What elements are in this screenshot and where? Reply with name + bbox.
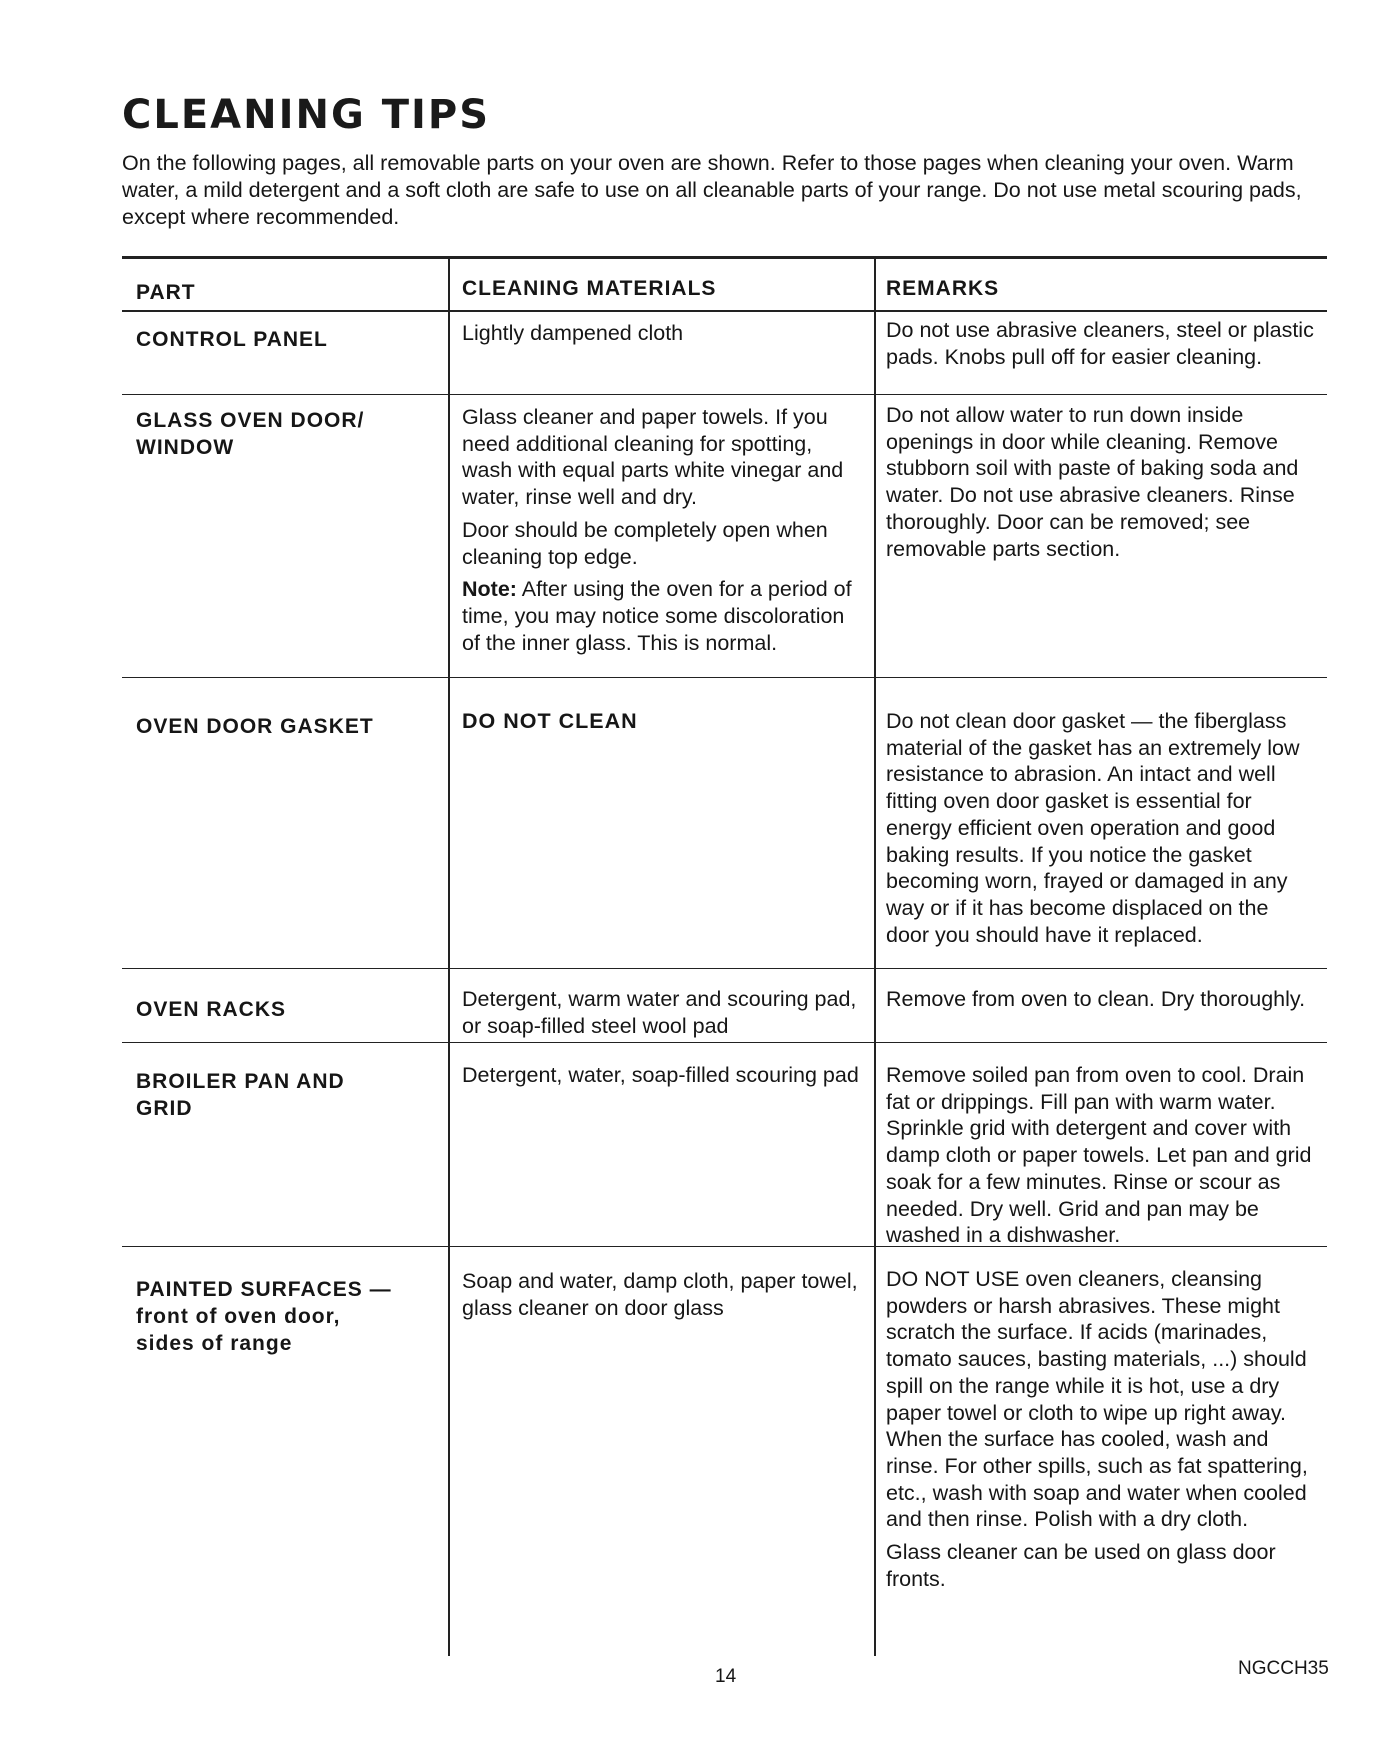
part-painted-surfaces [136,1276,446,1357]
materials-oven-racks: Detergent, warm water and scouring pad, or soap-filled steel wool pad [462,987,857,1038]
header-rule [122,310,1327,312]
row-rule-4 [122,1042,1327,1043]
remarks-oven-racks: Remove from oven to clean. Dry thoroughly. [886,987,1306,1011]
column-divider-1 [448,256,450,1656]
part-control-panel: CONTROL PANEL [136,328,328,351]
header-cleaning-materials: CLEANING MATERIALS [462,277,717,300]
materials-glass-oven-door-p2: Door should be completely open when cleaning top edge. [462,517,828,569]
cleaning-table [122,256,1327,1656]
note-text: After using the oven for a period of time, you may notice some discoloration of the inner glass. This is normal. [462,577,852,655]
row-rule-3 [122,968,1327,969]
remarks-control-panel: Do not use abrasive cleaners, steel or plastic pads. Knobs pull off for easier cleaning. [886,318,1314,369]
page-number: 14 [715,1666,737,1687]
document-code: NGCCH35 [1238,1658,1329,1679]
page-title: CLEANING TIPS [122,92,491,138]
materials-glass-oven-door-note [462,576,862,656]
note-label: Note: [462,577,517,602]
remarks-painted-surfaces-p1: DO NOT USE oven cleaners, cleansing powders or harsh abrasives. These might scratch the surface. If acids (marinades, tomato sauces, basting materials, ...) should spill on the range while it is hot, use a dry paper towel or cloth to wipe up right away. When the surface has cooled, wash and rinse. For other spills, such as fat spattering, etc., wash with soap and water when cooled and then rinse. Polish with a dry cloth. [886,1267,1308,1532]
table-top-rule [122,256,1327,259]
header-remarks: REMARKS [886,277,1000,300]
header-part: PART [136,281,196,304]
materials-control-panel: Lightly dampened cloth [462,321,684,345]
materials-oven-door-gasket: DO NOT CLEAN [462,709,638,733]
part-broiler-pan: BROILER PAN AND GRID [136,1070,345,1120]
part-oven-door-gasket: OVEN DOOR GASKET [136,715,374,738]
remarks-painted-surfaces [886,1266,1316,1598]
column-divider-2 [874,256,876,1656]
remarks-broiler-pan: Remove soiled pan from oven to cool. Drain fat or drippings. Fill pan with warm water. Sprinkle grid with detergent and cover with damp cloth or paper towels. Let pan and grid soak for a few minutes. Rinse or scour as needed. Dry well. Grid and pan may be washed in a dishwasher. [886,1063,1312,1248]
materials-glass-oven-door [462,404,862,662]
remarks-oven-door-gasket: Do not clean door gasket — the fiberglass material of the gasket has an extremely low resistance to abrasion. An intact and well fitting oven door gasket is essential for energy efficient oven operation and good baking results. If you notice the gasket becoming worn, frayed or damaged in any way or if it has become displaced on the door you should have it replaced. [886,709,1300,947]
part-glass-oven-door: GLASS OVEN DOOR/ WINDOW [136,409,365,459]
part-oven-racks: OVEN RACKS [136,998,287,1021]
materials-painted-surfaces: Soap and water, damp cloth, paper towel, glass cleaner on door glass [462,1269,858,1320]
part-painted-surfaces-sub: front of oven door, sides of range [136,1305,341,1355]
remarks-painted-surfaces-p2: Glass cleaner can be used on glass door fronts. [886,1540,1276,1591]
row-rule-2 [122,677,1327,678]
materials-glass-oven-door-p1: Glass cleaner and paper towels. If you need additional cleaning for spotting, wash with equal parts white vinegar and water, rinse well and dry. [462,405,844,510]
intro-paragraph: On the following pages, all removable parts on your oven are shown. Refer to those pages when cleaning your oven. Warm water, a mild detergent and a soft cloth are safe to use on all cleanable parts of your range. Do not use metal scouring pads, except where recommended. [122,151,1302,229]
part-painted-surfaces-title: PAINTED SURFACES — [136,1278,392,1301]
remarks-glass-oven-door: Do not allow water to run down inside openings in door while cleaning. Remove stubborn soil with paste of baking soda and water. Do not use abrasive cleaners. Rinse thoroughly. Door can be removed; see removable parts section. [886,403,1299,561]
materials-broiler-pan: Detergent, water, soap-filled scouring pad [462,1063,859,1087]
row-rule-1 [122,394,1327,395]
